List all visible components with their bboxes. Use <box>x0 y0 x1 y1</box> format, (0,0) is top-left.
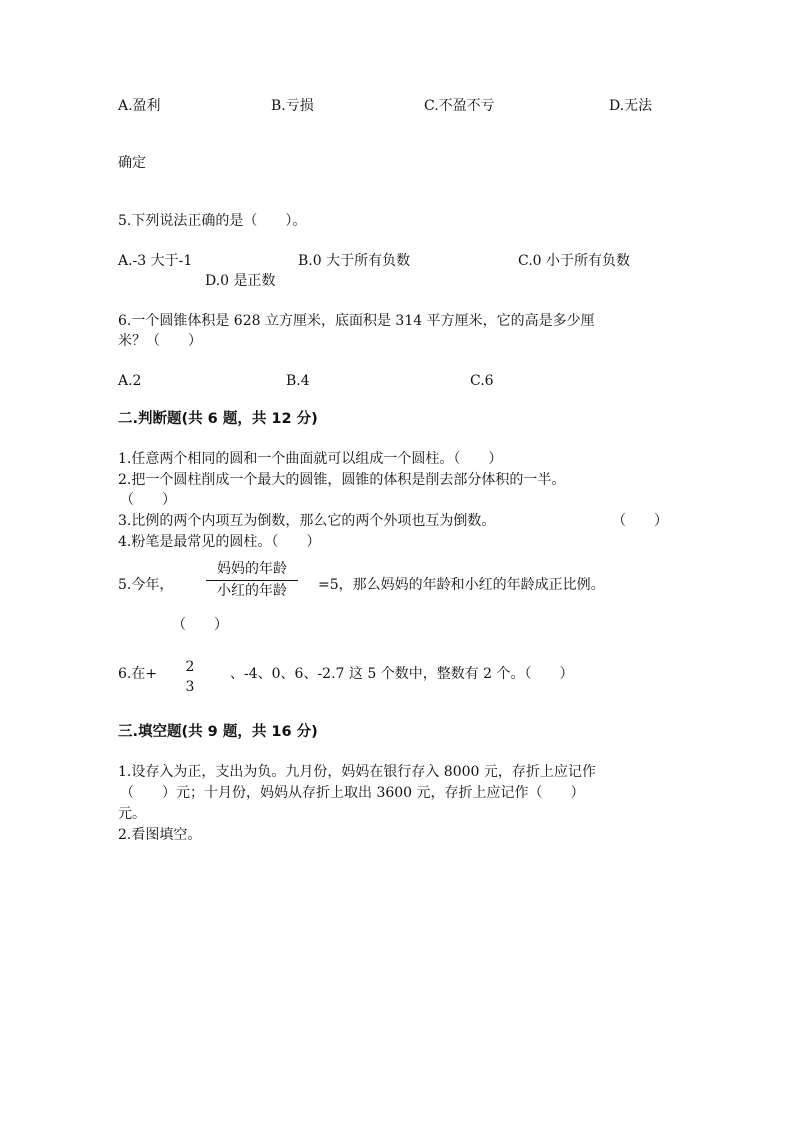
s2-item-5-prefix: 5.今年， <box>118 577 174 593</box>
section-3-title: 三.填空题(共 9 题，共 16 分) <box>118 724 318 740</box>
s2-item-6-fraction <box>180 659 200 696</box>
q4-option-d-continued: 确定 <box>118 155 146 171</box>
fraction-denominator: 小红的年龄 <box>217 583 287 599</box>
s2-item-3: 3.比例的两个内项互为倒数，那么它的两个外项也互为倒数。 <box>118 513 496 529</box>
fraction-numerator: 妈妈的年龄 <box>217 561 287 577</box>
fraction-bar <box>206 580 298 581</box>
q6-option-c[interactable]: C.6 <box>470 373 494 389</box>
fraction-numerator: 2 <box>185 659 195 675</box>
q4-option-c[interactable]: C.不盈不亏 <box>424 98 495 114</box>
q5-option-d[interactable]: D.0 是正数 <box>205 273 276 289</box>
q6-stem-line2: 米？（ ） <box>118 333 202 349</box>
q5-option-b[interactable]: B.0 大于所有负数 <box>298 253 411 269</box>
s3-item-1-line2: （ ）元；十月份，妈妈从存折上取出 3600 元，存折上应记作（ ） <box>120 785 585 801</box>
fraction-gap <box>180 677 200 678</box>
s2-item-3-blank[interactable]: （ ） <box>612 513 668 529</box>
s2-item-2: 2.把一个圆柱削成一个最大的圆锥，圆锥的体积是削去部分体积的一半。 <box>118 472 566 488</box>
section-2-title: 二.判断题(共 6 题，共 12 分) <box>118 411 318 427</box>
q5-option-a[interactable]: A.-3 大于-1 <box>118 253 193 269</box>
s3-item-1-line3: 元。 <box>118 806 146 822</box>
q4-option-b[interactable]: B.亏损 <box>271 98 314 114</box>
s2-item-4: 4.粉笔是最常见的圆柱。（ ） <box>118 534 321 550</box>
s2-item-6-prefix: 6.在+ <box>118 666 158 682</box>
q5-stem: 5.下列说法正确的是（ ）。 <box>118 213 307 229</box>
s2-item-6-suffix: 、-4、0、6、-2.7 这 5 个数中，整数有 2 个。（ ） <box>230 666 574 682</box>
s2-item-5-fraction <box>206 561 298 600</box>
s2-item-2-blank[interactable]: （ ） <box>120 492 176 508</box>
q4-option-d[interactable]: D.无法 <box>609 98 653 114</box>
q4-option-a[interactable]: A.盈利 <box>118 98 161 114</box>
s3-item-1-line1: 1.设存入为正，支出为负。九月份，妈妈在银行存入 8000 元，存折上应记作 <box>118 764 596 780</box>
q5-option-c[interactable]: C.0 小于所有负数 <box>518 253 631 269</box>
q6-stem-line1: 6.一个圆锥体积是 628 立方厘米，底面积是 314 平方厘米，它的高是多少厘 <box>118 313 595 329</box>
q6-option-a[interactable]: A.2 <box>118 373 142 389</box>
s3-item-2: 2.看图填空。 <box>118 827 202 843</box>
s2-item-1: 1.任意两个相同的圆和一个曲面就可以组成一个圆柱。（ ） <box>118 451 503 467</box>
s2-item-5-blank[interactable]: （ ） <box>172 617 228 633</box>
s2-item-5-suffix: =5，那么妈妈的年龄和小红的年龄成正比例。 <box>318 577 605 593</box>
fraction-denominator: 3 <box>185 679 195 695</box>
q6-option-b[interactable]: B.4 <box>286 373 310 389</box>
